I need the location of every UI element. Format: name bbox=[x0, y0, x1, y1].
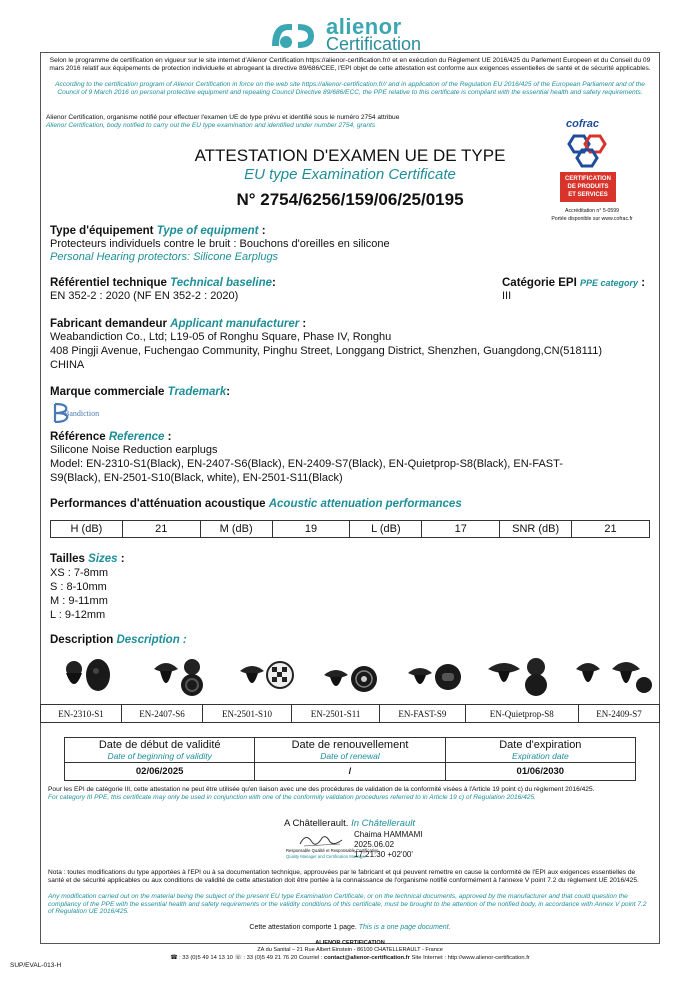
footer-web-label: Site Internet : bbox=[411, 955, 446, 961]
page-count-en: This is a one page document. bbox=[358, 924, 451, 931]
description-label-en: Description bbox=[116, 634, 180, 646]
footer-web[interactable]: http://www.alienor-certification.fr bbox=[447, 955, 530, 961]
reference-heading bbox=[50, 431, 171, 443]
model-label-s8: EN-Quietprop-S8 bbox=[465, 705, 578, 723]
intro-fr: Selon le programme de certification en vigueur sur le site internet d'Alienor Certification https://alienor-certification.fr// et en exécution du Règlement UE 2016/425 du Parlement Europeen et du Conseil du 09 mars 2016 relatif aux équipements de protection individuelle et abrogeant la directive 89/686/CEE, l'EPI objet de cette attestation est conforme aux exigences essentielles de santé et de sécurité applicables. bbox=[49, 57, 651, 72]
reference-colon: : bbox=[164, 431, 172, 443]
cofrac-text-2: DE PRODUITS bbox=[567, 184, 609, 190]
equipment-value-fr: Protecteurs individuels contre le bruit : Bouchons d'oreilles en silicone bbox=[50, 238, 390, 250]
reference-line-2: Model: EN-2310-S1(Black), EN-2407-S6(Black), EN-2409-S7(Black), EN-Quietprop-S8(Black), EN-FAST- bbox=[50, 458, 563, 470]
earplug-s6-image bbox=[148, 655, 208, 699]
perf-cell: 17 bbox=[422, 521, 500, 538]
signature-place-fr: A Châtellerault. bbox=[284, 818, 349, 829]
sizes-colon: : bbox=[117, 553, 125, 565]
equipment-value-en: Personal Hearing protectors: Silicone Earplugs bbox=[50, 251, 279, 263]
start-date-label-fr: Date de début de validité bbox=[98, 739, 221, 751]
description-heading bbox=[50, 634, 187, 646]
cofrac-scope: Portée disponible sur www.cofrac.fr bbox=[551, 216, 633, 222]
size-m: M : 9-11mm bbox=[50, 595, 108, 607]
trademark-heading bbox=[50, 386, 230, 398]
trademark-logo-text: Bandiction bbox=[64, 409, 100, 418]
reference-line-3: S9(Black), EN-2501-S10(Black, white), EN-2501-S11(Black) bbox=[50, 472, 343, 484]
validity-note-fr: Pour les EPI de catégorie III, cette attestation ne peut être utilisée qu'en liaison avec une des procédures de validation de la conformité visées à l'Article 19 point c) du règlement 2016/425. bbox=[48, 786, 595, 793]
earplug-s9-image bbox=[404, 655, 464, 699]
note-en: Any modification carried out on the material being the subject of the present EU type Examination Certificate, or on the technical documents, approved by the manufacturer and that could question the compliancy of the PPE with the essential health and safety requirements or the validity conditions of this certificate, must be brought to the attention of the notified body, in accordance with Annex V point 7.2 of Regulation UE 2016/425. bbox=[48, 893, 647, 916]
category-colon: : bbox=[638, 277, 646, 289]
alienor-logo-icon bbox=[268, 16, 318, 52]
manufacturer-colon: : bbox=[299, 318, 307, 330]
baseline-label-en: Technical baseline bbox=[170, 277, 272, 289]
size-xs: XS : 7-8mm bbox=[50, 567, 109, 579]
signature-role-en: Quality Manager and Certification Manager bbox=[286, 854, 366, 859]
sign-date: 2025.06.02 bbox=[354, 840, 395, 849]
perf-cell: H (dB) bbox=[51, 521, 123, 538]
manufacturer-line-1: Weabandiction Co., Ltd; L19-05 of Ronghu Square, Phase IV, Ronghu bbox=[50, 331, 392, 343]
renew-date-label-fr: Date de renouvellement bbox=[291, 739, 409, 751]
perf-cell: 19 bbox=[272, 521, 350, 538]
earplug-s7-image bbox=[572, 655, 652, 699]
form-code: SUP/EVAL-013-H bbox=[10, 962, 62, 969]
model-labels-table bbox=[40, 704, 660, 723]
reference-label-en: Reference bbox=[108, 431, 165, 443]
reference-label-fr: Référence bbox=[50, 431, 106, 443]
category-value: III bbox=[502, 290, 512, 302]
perf-cell: SNR (dB) bbox=[500, 521, 572, 538]
size-s: S : 8-10mm bbox=[50, 581, 107, 593]
baseline-value: EN 352-2 : 2020 (NF EN 352-2 : 2020) bbox=[50, 290, 239, 302]
signature-role-fr: Responsable Qualité et Responsable Certification bbox=[286, 848, 379, 853]
cofrac-red-box bbox=[560, 172, 616, 202]
model-labels-row bbox=[41, 705, 660, 723]
manufacturer-label-en: Applicant manufacturer bbox=[170, 318, 300, 330]
title-en: EU type Examination Certificate bbox=[244, 166, 456, 183]
trademark-label-fr: Marque commerciale bbox=[50, 386, 165, 398]
footer-phone: ☎ : 33 (0)5 49 14 13 10 ☏ : 33 (0)5 49 21 76 20 bbox=[170, 955, 298, 961]
cofrac-hexagon-icon bbox=[560, 132, 616, 172]
baseline-label-fr: Référentiel technique bbox=[50, 277, 167, 289]
equipment-label-en: Type of equipment bbox=[156, 225, 259, 237]
perf-cell: M (dB) bbox=[200, 521, 272, 538]
signature-place bbox=[284, 818, 415, 829]
footer-contact bbox=[80, 955, 620, 961]
validity-value-row bbox=[65, 763, 636, 781]
baseline-colon: : bbox=[272, 277, 276, 289]
logo-brand-sub: Certification bbox=[326, 34, 422, 54]
model-label-s1: EN-2310-S1 bbox=[41, 705, 122, 723]
reference-line-1: Silicone Noise Reduction earplugs bbox=[50, 444, 218, 456]
category-label-fr: Catégorie EPI bbox=[502, 277, 577, 289]
signer-name: Chaima HAMMAMI bbox=[354, 830, 423, 839]
cofrac-badge bbox=[552, 118, 632, 230]
cofrac-text-3: ET SERVICES bbox=[568, 192, 608, 198]
sizes-label-fr: Tailles bbox=[50, 553, 85, 565]
exp-date-label-en: Expiration date bbox=[511, 751, 569, 761]
perf-cell: 21 bbox=[572, 521, 650, 538]
certificate-number: N° 2754/6256/159/06/25/0195 bbox=[236, 190, 464, 209]
sizes-heading bbox=[50, 553, 125, 565]
equipment-colon: : bbox=[258, 225, 266, 237]
validity-table bbox=[64, 737, 636, 781]
intro-en: According to the certification program of Alienor Certification in force on the web site https://alienor-certification.fr// and in application of the Regulation EU 2016/425 of the European Parliament and of the Council of 9 March 2016 on personal protective equipment and repealing Council Directive 89/686/ECC, the PPE relative to this certificate is compliant with the essential health and safety requirements. bbox=[55, 81, 645, 96]
page-count bbox=[150, 924, 550, 931]
footer-address: ZA du Sanital – 21 Rue Albert Einstein - 86100 CHATELLERAULT - France bbox=[257, 947, 443, 953]
renew-date-value: / bbox=[255, 763, 445, 781]
perf-cell: 21 bbox=[122, 521, 200, 538]
category-heading bbox=[502, 277, 645, 289]
model-label-s6: EN-2407-S6 bbox=[122, 705, 203, 723]
exp-date-header bbox=[445, 738, 635, 763]
page-count-fr: Cette attestation comporte 1 page. bbox=[249, 924, 357, 931]
cofrac-name: cofrac bbox=[566, 118, 600, 130]
footer-email-label: Courriel : bbox=[298, 955, 323, 961]
performance-label-en: Acoustic attenuation performances bbox=[268, 498, 462, 510]
equipment-label-fr: Type d'équipement bbox=[50, 225, 154, 237]
start-date-header bbox=[65, 738, 255, 763]
model-label-s9: EN-FAST-S9 bbox=[380, 705, 465, 723]
notified-fr: Alienor Certification, organisme notifié pour effectuer l'examen UE de type prévu et identifié sous le numéro 2754 attribue bbox=[46, 114, 400, 121]
notified-en: Alienor Certification, body notified to carry out the EU type examination and identified under number 2754, grants bbox=[46, 122, 376, 129]
start-date-value: 02/06/2025 bbox=[65, 763, 255, 781]
renew-date-header bbox=[255, 738, 445, 763]
footer-email[interactable]: contact@alienor-certification.fr bbox=[323, 955, 410, 961]
cofrac-accreditation: Accréditation n° 5-0599 bbox=[565, 208, 619, 214]
sign-time: 17:21:30 +02'00' bbox=[354, 850, 413, 859]
exp-date-value: 01/06/2030 bbox=[445, 763, 635, 781]
baseline-heading bbox=[50, 277, 276, 289]
manufacturer-label-fr: Fabricant demandeur bbox=[50, 318, 167, 330]
exp-date-label-fr: Date d'expiration bbox=[499, 739, 582, 751]
earplug-s1-image bbox=[56, 655, 116, 699]
category-label-en: PPE category bbox=[579, 278, 639, 288]
handwritten-signature-icon bbox=[296, 830, 346, 850]
model-label-s11: EN-2501-S11 bbox=[291, 705, 379, 723]
renew-date-label-en: Date of renewal bbox=[320, 751, 380, 761]
sizes-label-en: Sizes bbox=[88, 553, 118, 565]
signature-place-en: In Châtellerault bbox=[351, 818, 415, 829]
earplug-s8-image bbox=[484, 655, 554, 699]
earplug-s10-image bbox=[236, 655, 296, 699]
manufacturer-line-3: CHINA bbox=[50, 359, 85, 371]
alienor-logo bbox=[268, 14, 438, 54]
trademark-logo bbox=[52, 401, 122, 425]
model-label-s7: EN-2409-S7 bbox=[578, 705, 659, 723]
equipment-heading bbox=[50, 225, 266, 237]
earplug-s11-image bbox=[320, 655, 380, 699]
cofrac-text-1: CERTIFICATION bbox=[565, 176, 611, 182]
digital-signature bbox=[354, 830, 422, 860]
title-fr: ATTESTATION D'EXAMEN UE DE TYPE bbox=[194, 146, 506, 165]
performance-table bbox=[50, 520, 650, 538]
footer-company: ALIENOR CERTIFICATION bbox=[315, 940, 385, 946]
validity-note-en: For category III PPE, this certificate may only be used in conjunction with one of the conformity validation procedures referred to in Article 19 c) of Regulation 2016/425. bbox=[48, 794, 536, 801]
description-label-fr: Description bbox=[50, 634, 114, 646]
earplug-images bbox=[40, 655, 660, 703]
manufacturer-line-2: 408 Pingji Avenue, Fuchengao Community, Pinghu Street, Longgang District, Shenzhen, Guangdong,CN(518111) bbox=[50, 345, 602, 357]
validity-header-row bbox=[65, 738, 636, 763]
performance-label-fr: Performances d'atténuation acoustique bbox=[50, 498, 266, 510]
trademark-label-en: Trademark bbox=[167, 386, 227, 398]
model-label-s10: EN-2501-S10 bbox=[203, 705, 292, 723]
description-colon: : bbox=[179, 634, 187, 646]
perf-cell: L (dB) bbox=[350, 521, 422, 538]
size-l: L : 9-12mm bbox=[50, 609, 106, 621]
logo-brand: alienor bbox=[326, 14, 402, 39]
manufacturer-heading bbox=[50, 318, 306, 330]
performance-row bbox=[51, 521, 650, 538]
start-date-label-en: Date of beginning of validity bbox=[107, 751, 212, 761]
performance-heading bbox=[50, 498, 462, 510]
note-fr: Nota : toutes modifications du type apportées à l'EPI ou à sa documentation technique, approuvées par le fabricant et qui peuvent remettre en cause la conformité de l'EPI aux exigences essentielles de santé et de sécurité applicables ou aux conditions de validité de cette attestation doit être portée à la connaissance de l'organisme notifié conformément à l'annexe V point 7.2 du règlement UE 2016/425. bbox=[48, 869, 639, 884]
trademark-colon: : bbox=[226, 386, 231, 398]
